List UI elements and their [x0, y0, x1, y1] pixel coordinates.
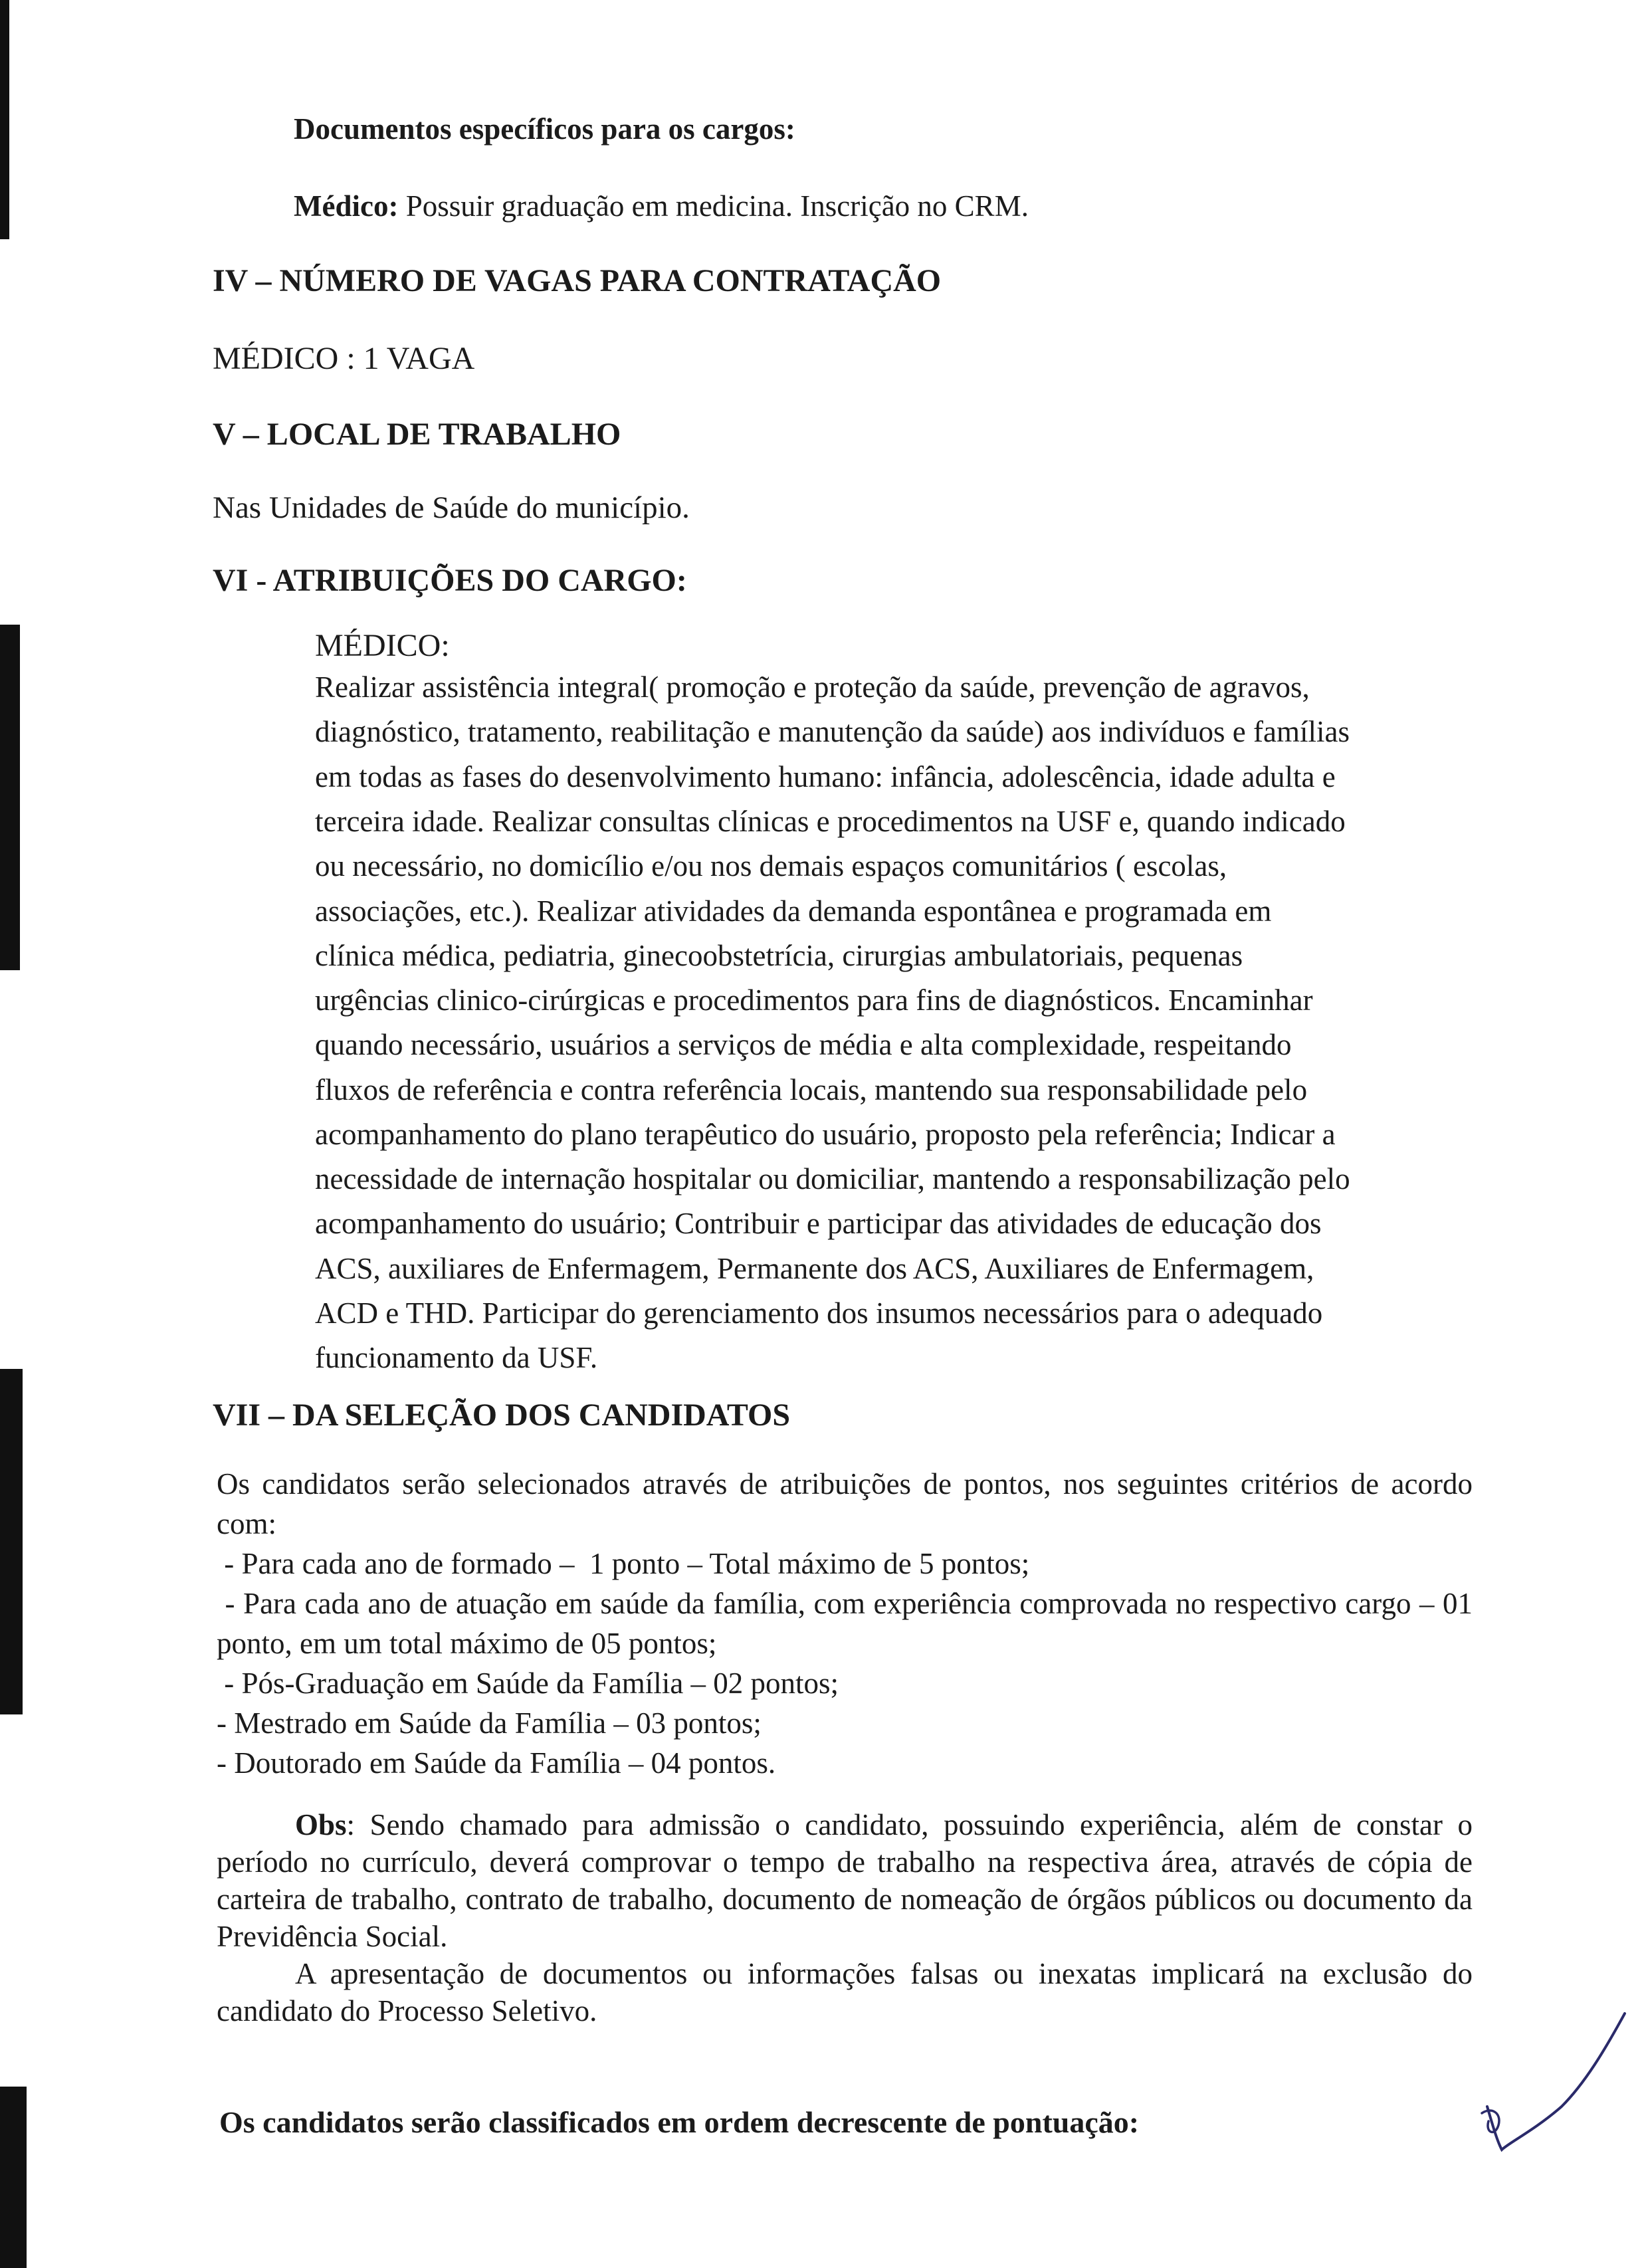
attributions-line: Realizar assistência integral( promoção e proteção da saúde, prevenção de agravos, — [315, 670, 1310, 704]
attributions-line: funcionamento da USF. — [315, 1341, 598, 1374]
attributions-line: urgências clinico-cirúrgicas e procedimentos para fins de diagnósticos. Encaminhar — [315, 983, 1313, 1017]
scan-edge-mark — [0, 2087, 27, 2268]
false-documents-paragraph: A apresentação de documentos ou informações falsas ou inexatas implicará na exclusão do candidato do Processo Seletivo. — [217, 1957, 1473, 2027]
section-iv-vacancies: MÉDICO : 1 VAGA — [213, 341, 475, 376]
attributions-line: quando necessário, usuários a serviços de média e alta complexidade, respeitando — [315, 1028, 1292, 1061]
selection-item: - Para cada ano de formado – 1 ponto – Total máximo de 5 pontos; — [217, 1547, 1030, 1580]
medico-requirement — [294, 189, 1029, 223]
handwritten-checkmark — [1462, 2007, 1635, 2160]
selection-intro: Os candidatos serão selecionados através de atribuições de pontos, nos seguintes critérios de acordo com: — [217, 1467, 1473, 1540]
scan-edge-mark — [0, 1369, 23, 1714]
attributions-line: em todas as fases do desenvolvimento humano: infância, adolescência, idade adulta e — [315, 760, 1336, 793]
attributions-line: acompanhamento do plano terapêutico do usuário, proposto pela referência; Indicar a — [315, 1118, 1336, 1151]
medico-requirement-text: Possuir graduação em medicina. Inscrição no CRM. — [398, 189, 1029, 223]
attributions-line: associações, etc.). Realizar atividades da demanda espontânea e programada em — [315, 894, 1272, 928]
medico-label: Médico: — [294, 189, 399, 223]
attributions-line: ou necessário, no domicílio e/ou nos demais espaços comunitários ( escolas, — [315, 849, 1227, 882]
selection-item: - Pós-Graduação em Saúde da Família – 02 pontos; — [217, 1667, 839, 1700]
section-iv-title: IV – NÚMERO DE VAGAS PARA CONTRATAÇÃO — [213, 263, 942, 298]
classification-heading: Os candidatos serão classificados em ordem decrescente de pontuação: — [219, 2105, 1140, 2139]
attributions-line: terceira idade. Realizar consultas clínicas e procedimentos na USF e, quando indicado — [315, 805, 1346, 838]
obs-label: Obs — [295, 1808, 347, 1841]
section-vi-subtitle: MÉDICO: — [315, 628, 450, 663]
scan-edge-mark — [0, 625, 20, 970]
section-vi-title: VI - ATRIBUIÇÕES DO CARGO: — [213, 563, 687, 598]
selection-item: - Doutorado em Saúde da Família – 04 pontos. — [217, 1746, 776, 1780]
attributions-line: fluxos de referência e contra referência locais, mantendo sua responsabilidade pelo — [315, 1073, 1308, 1106]
attributions-line: clínica médica, pediatria, ginecoobstetrícia, cirurgias ambulatoriais, pequenas — [315, 939, 1243, 972]
attributions-line: necessidade de internação hospitalar ou domiciliar, mantendo a responsabilização pelo — [315, 1162, 1350, 1195]
attributions-line: ACD e THD. Participar do gerenciamento dos insumos necessários para o adequado — [315, 1296, 1323, 1330]
selection-item: - Mestrado em Saúde da Família – 03 pontos; — [217, 1706, 762, 1740]
obs-text: : Sendo chamado para admissão o candidato, possuindo experiência, além de constar o período no currículo, deverá comprovar o tempo de trabalho na respectiva área, através de cópia de carteira de trabalho, contrato de trabalho, documento de nomeação de órgãos públicos ou documento da Previdência Social. — [217, 1808, 1473, 1953]
section-v-text: Nas Unidades de Saúde do município. — [213, 490, 690, 525]
attributions-line: ACS, auxiliares de Enfermagem, Permanente dos ACS, Auxiliares de Enfermagem, — [315, 1252, 1314, 1285]
obs-paragraph — [217, 1806, 1473, 1955]
attributions-line: acompanhamento do usuário; Contribuir e participar das atividades de educação dos — [315, 1207, 1322, 1240]
attributions-line: diagnóstico, tratamento, reabilitação e manutenção da saúde) aos indivíduos e famílias — [315, 715, 1350, 748]
scan-edge-mark — [0, 0, 9, 239]
section-vii-title: VII – DA SELEÇÃO DOS CANDIDATOS — [213, 1397, 791, 1433]
selection-item: - Para cada ano de atuação em saúde da família, com experiência comprovada no respectivo cargo – 01 ponto, em um total máximo de 05 pontos; — [217, 1587, 1481, 1660]
section-v-title: V – LOCAL DE TRABALHO — [213, 417, 621, 452]
specific-documents-heading: Documentos específicos para os cargos: — [294, 112, 795, 146]
